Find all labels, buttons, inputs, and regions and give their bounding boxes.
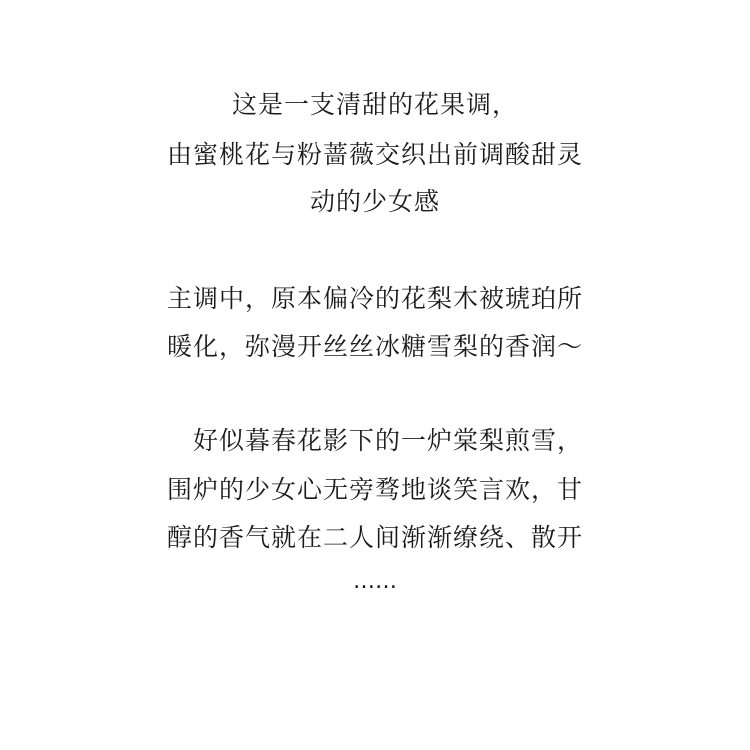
paragraph-1-line-3: 动的少女感 <box>309 187 440 216</box>
paragraph-3-ellipsis: …… <box>353 569 397 594</box>
paragraph-2-line-2: 暖化，弥漫开丝丝冰糖雪梨的香润～ <box>166 332 583 361</box>
paragraph-1-line-1: 这是一支清甜的花果调， <box>231 90 518 119</box>
paragraph-3-line-1: 好似暮春花影下的一炉棠梨煎雪， <box>166 426 583 455</box>
paragraph-3-line-3: 醇的香气就在二人间渐渐缭绕、散开 <box>166 523 583 552</box>
paragraph-1-line-2: 由蜜桃花与粉蔷薇交织出前调酸甜灵 <box>166 140 583 169</box>
paragraph-3-line-2: 围炉的少女心无旁骛地谈笑言欢，甘 <box>166 475 583 504</box>
paragraph-2-line-1: 主调中，原本偏冷的花梨木被琥珀所 <box>166 284 583 313</box>
